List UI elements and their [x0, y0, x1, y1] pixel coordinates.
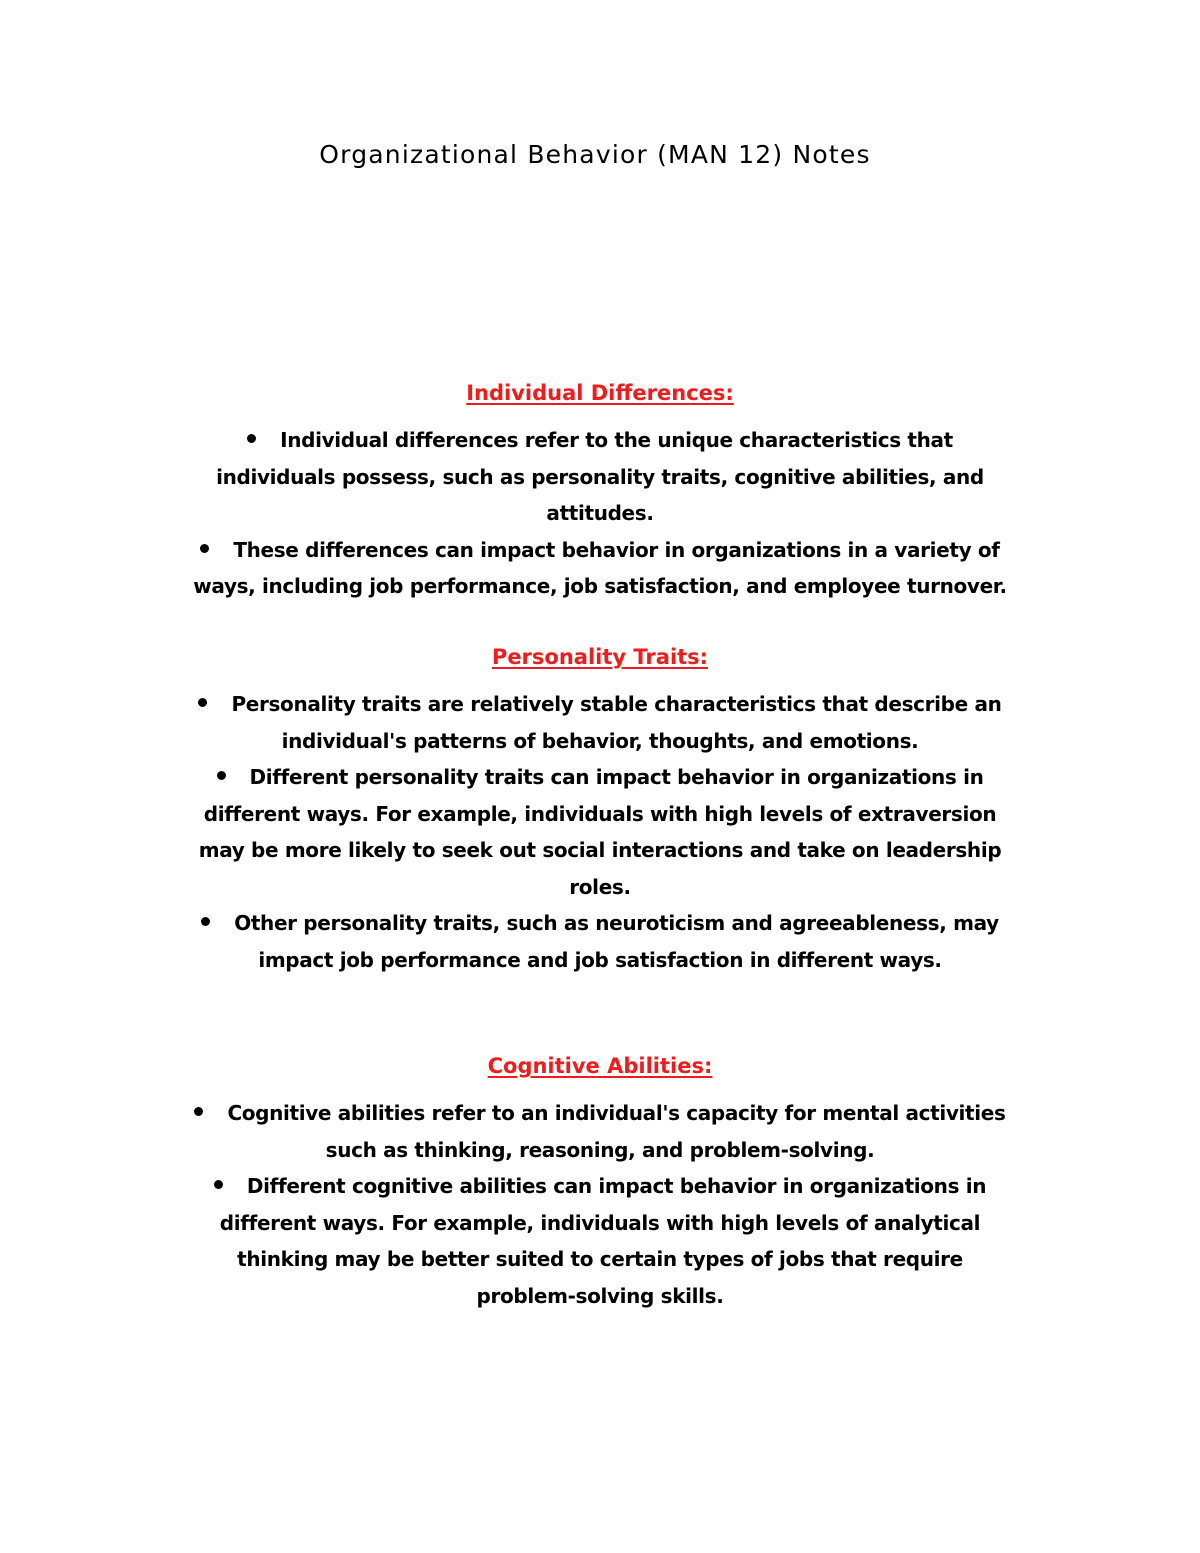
bullet-item — [190, 422, 1010, 532]
section-cognitive-abilities — [190, 1051, 1010, 1314]
bullet-item — [190, 759, 1010, 905]
bullet-item — [190, 1095, 1010, 1168]
bullet-dot-icon — [198, 698, 207, 707]
bullet-dot-icon — [201, 917, 210, 926]
bullet-list — [190, 686, 1010, 978]
bullet-text: Cognitive abilities refer to an individual's capacity for mental activities such as thinking, reasoning, and problem-solving. — [227, 1101, 1006, 1162]
section-heading: Cognitive Abilities: — [487, 1054, 713, 1078]
section-personality-traits — [190, 642, 1010, 978]
bullet-item — [190, 532, 1010, 605]
bullet-dot-icon — [247, 434, 256, 443]
bullet-text: Other personality traits, such as neuroticism and agreeableness, may impact job performance and job satisfaction in different ways. — [234, 911, 999, 972]
bullet-text: Different personality traits can impact behavior in organizations in different ways. For example, individuals with high levels of extraversion may be more likely to seek out social interactions and take on leadership roles. — [198, 765, 1002, 899]
bullet-dot-icon — [217, 771, 226, 780]
bullet-text: These differences can impact behavior in organizations in a variety of ways, including job performance, job satisfaction, and employee turnover. — [193, 537, 1007, 598]
document-title: Organizational Behavior (MAN 12) Notes — [319, 140, 871, 169]
section-heading: Individual Differences: — [466, 381, 734, 405]
bullet-item — [190, 686, 1010, 759]
section-individual-differences — [190, 378, 1010, 605]
bullet-list — [190, 422, 1010, 605]
section-heading: Personality Traits: — [491, 645, 709, 669]
bullet-text: Personality traits are relatively stable characteristics that describe an individual's patterns of behavior, thoughts, and emotions. — [231, 692, 1002, 753]
bullet-dot-icon — [214, 1180, 223, 1189]
bullet-item — [190, 1168, 1010, 1314]
bullet-text: Different cognitive abilities can impact behavior in organizations in different ways. For example, individuals with high levels of analytical thinking may be better suited to certain types of jobs that require problem-solving skills. — [219, 1174, 987, 1308]
bullet-item — [190, 905, 1010, 978]
bullet-dot-icon — [200, 544, 209, 553]
bullet-list — [190, 1095, 1010, 1314]
bullet-dot-icon — [194, 1107, 203, 1116]
bullet-text: Individual differences refer to the unique characteristics that individuals possess, such as personality traits, cognitive abilities, and attitudes. — [216, 428, 984, 525]
